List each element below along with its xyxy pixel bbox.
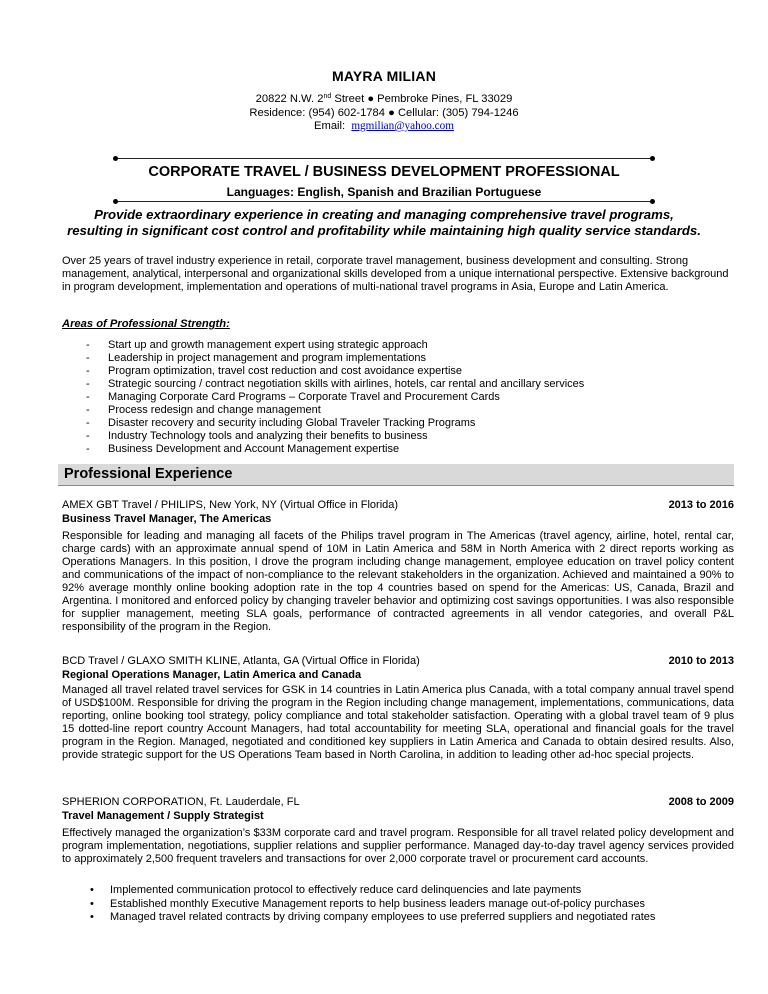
job-title: Travel Management / Supply Strategist [62, 810, 264, 822]
job-company: BCD Travel / GLAXO SMITH KLINE, Atlanta, GA (Virtual Office in Florida) [62, 655, 420, 667]
divider-bottom [116, 201, 652, 202]
tagline-line-2: resulting in significant cost control and profitability while maintaining high quality service standards. [67, 223, 701, 238]
list-item: - Managing Corporate Card Programs – Corporate Travel and Procurement Cards [86, 391, 500, 403]
job-description: Responsible for leading and managing all facets of the Philips travel program in The Americas (travel agency, airline, hotel, rental car, charge cards) with an approximate annual spend of 10M in Latin America and 58M in North America with 2 direct reports working as Operations Managers. In this position, I drove the program including change management, employee education on travel policy content and communications of the impact of non-compliance to the relevant stakeholders in the organization. Achieved and maintained a 90% to 92% average monthly online booking adoption rate in the top 4 countries based on spend for the Americas: US, Canada, Brazil and Argentina. I monitored and enforced policy by changing traveler behavior and optimizing cost savings opportunities. I was also responsible for supplier management, meeting SLA goals, performance of contracted agreements in all vendor categories, and overall P&L responsibility of the program in the Region. [62, 530, 734, 633]
headline-title: CORPORATE TRAVEL / BUSINESS DEVELOPMENT PROFESSIONAL [148, 164, 620, 180]
list-item: • Implemented communication protocol to effectively reduce card delinquencies and late payments [90, 884, 582, 896]
divider-dot-left [113, 156, 118, 161]
job-title: Regional Operations Manager, Latin America and Canada [62, 669, 362, 681]
email-link[interactable]: mgmilian@yahoo.com [351, 120, 454, 132]
job-header [62, 499, 734, 512]
divider-dot-right-2 [650, 199, 655, 204]
address-text: 20822 N.W. 2 [255, 93, 324, 105]
divider-top [116, 158, 652, 159]
languages-line: Languages: English, Spanish and Brazilian Portuguese [226, 185, 542, 199]
job-dates: 2013 to 2016 [668, 499, 734, 511]
experience-section-title: Professional Experience [64, 466, 233, 482]
list-item: - Process redesign and change management [86, 404, 321, 416]
strengths-list [86, 339, 584, 456]
list-item: - Start up and growth management expert using strategic approach [86, 339, 428, 351]
job-dates: 2008 to 2009 [668, 796, 734, 808]
email-label: Email: [314, 120, 346, 132]
divider-dot-left-2 [113, 199, 118, 204]
list-item: - Business Development and Account Management expertise [86, 443, 400, 455]
tagline-line-1: Provide extraordinary experience in creating and managing comprehensive travel programs, [94, 207, 674, 222]
address-superscript: nd [323, 93, 332, 100]
list-item: - Program optimization, travel cost reduction and cost avoidance expertise [86, 365, 463, 377]
job-company: SPHERION CORPORATION, Ft. Lauderdale, FL [62, 796, 300, 808]
candidate-name: MAYRA MILIAN [331, 68, 437, 84]
list-item: • Established monthly Executive Management reports to help business leaders manage out-of-policy purchases [90, 897, 646, 910]
job-header [62, 796, 734, 809]
job-header [62, 655, 734, 668]
list-item: - Strategic sourcing / contract negotiation skills with airlines, hotels, car rental and ancillary services [86, 378, 585, 390]
job-dates: 2010 to 2013 [668, 655, 734, 667]
job-title: Business Travel Manager, The Americas [62, 513, 272, 525]
contact-block [0, 93, 768, 134]
strengths-heading: Areas of Professional Strength: [62, 318, 230, 330]
tagline [0, 207, 768, 239]
email-line [0, 120, 768, 134]
list-item: - Industry Technology tools and analyzing their benefits to business [86, 430, 428, 442]
job-description: Managed all travel related travel services for GSK in 14 countries in Latin America plus Canada, with a total company annual travel spend of USD$100M. Responsible for driving the program in the Region including change management, implementations, communications, data reporting, online booking tool strategy, policy compliance and total stakeholder satisfaction. Operating with a global travel team of 9 plus 15 dotted-line report country Account Managers, had total accountability for meeting SLA, operational and financial goals for the travel program in the Region. Managed, negotiated and conditioned key suppliers in Latin America and Canada to obtain desired results. Also, provide strategic support for the US Operations Team based in North Carolina, in addition to leading other ad-hoc special projects. [62, 684, 734, 761]
divider-dot-right [650, 156, 655, 161]
summary-paragraph: Over 25 years of travel industry experience in retail, corporate travel management, business development and consulting. Strong management, analytical, interpersonal and organizational skills developed from a unique international perspective. Extensive background in program development, implementation and operations of multi-national travel programs in Asia, Europe and Latin America. [62, 255, 729, 293]
list-item: - Leadership in project management and program implementations [86, 352, 426, 364]
job-description: Effectively managed the organization’s $33M corporate card and travel program. Responsible for all travel related policy development and program implementation, negotiations, supplier relations and supplier performance. Managed day-to-day travel agency services provided to approximately 2,500 frequent travelers and transactions for over 2,000 corporate travel or procurement card accounts. [62, 827, 734, 865]
experience-section-header [58, 464, 734, 486]
job-company: AMEX GBT Travel / PHILIPS, New York, NY (Virtual Office in Florida) [62, 499, 399, 511]
list-item: - Disaster recovery and security including Global Traveler Tracking Programs [86, 417, 476, 429]
address-line [0, 93, 768, 107]
job-bullets [86, 884, 655, 925]
phone-line: Residence: (954) 602-1784 ● Cellular: (305) 794-1246 [249, 106, 519, 119]
address-rest: Street ● Pembroke Pines, FL 33029 [331, 93, 513, 105]
list-item: • Managed travel related contracts by driving company employees to use preferred suppliers and negotiated rates [90, 911, 656, 923]
